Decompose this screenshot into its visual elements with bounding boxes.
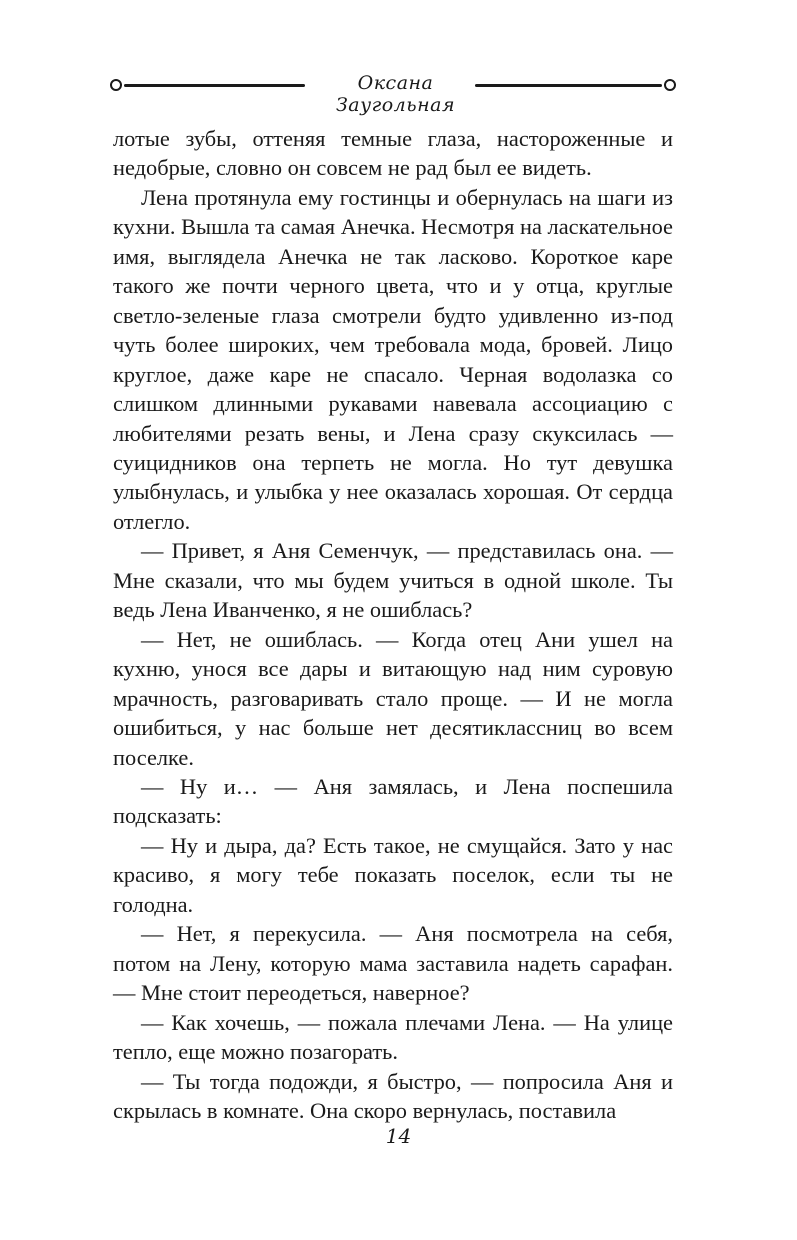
paragraph: — Ну и дыра, да? Есть такое, не смущайся. Зато у нас красиво, я могу тебе показать поселок, если ты не голодна. — [113, 832, 673, 917]
paragraph: — Ты тогда подожди, я быстро, — попросила Аня и скрылась в комнате. Она скоро вернулась, поставила — [113, 1068, 673, 1123]
body-text — [113, 124, 673, 1125]
ornament-circle-right — [664, 79, 676, 91]
paragraph: — Ну и… — Аня замялась, и Лена поспешила подсказать: — [113, 773, 673, 829]
paragraph: лотые зубы, оттеняя темные глаза, настороженные и недобрые, словно он совсем не рад был ее видеть. — [113, 126, 673, 181]
paragraph: Лена протянула ему гостинцы и обернулась на шаги из кухни. Вышла та самая Анечка. Несмотря на ласкательное имя, выглядела Анечка не так ласково. Короткое каре такого же почти черного цвета, что и у отца, круглые светло-зеленые глаза смотрели будто удивленно из-под чуть более широких, чем требовала мода, бровей. Лицо круглое, даже каре не спасало. Черная водолазка со слишком длинными рукавами навевала ассоциацию с любителями резать вены, и Лена сразу скуксилась — суицидников она терпеть не могла. Но тут девушка улыбнулась, и улыбка у нее оказалась хорошая. От сердца отлегло. — [113, 184, 673, 534]
paragraph: — Как хочешь, — пожала плечами Лена. — На улице тепло, еще можно позагорать. — [113, 1009, 673, 1065]
page-number: 14 — [385, 1124, 412, 1148]
header-author-name: Оксана Заугольная — [335, 72, 456, 116]
header-rule-right — [475, 84, 662, 87]
paragraph: — Нет, я перекусила. — Аня посмотрела на себя, потом на Лену, которую мама заставила надеть сарафан. — Мне стоит переодеться, наверное? — [113, 921, 673, 1006]
paragraph: — Нет, не ошиблась. — Когда отец Ани ушел на кухню, унося все дары и витающую над ним суровую мрачность, разговаривать стало проще. — И не могла ошибиться, у нас больше нет десятиклассниц во всем поселке. — [113, 626, 673, 770]
header-rule-left — [124, 84, 305, 87]
paragraph: — Привет, я Аня Семенчук, — представилась она. — Мне сказали, что мы будем учиться в одной школе. Ты ведь Лена Иванченко, я не ошиблась? — [113, 538, 673, 623]
running-header — [110, 70, 676, 116]
ornament-circle-left — [110, 79, 122, 91]
